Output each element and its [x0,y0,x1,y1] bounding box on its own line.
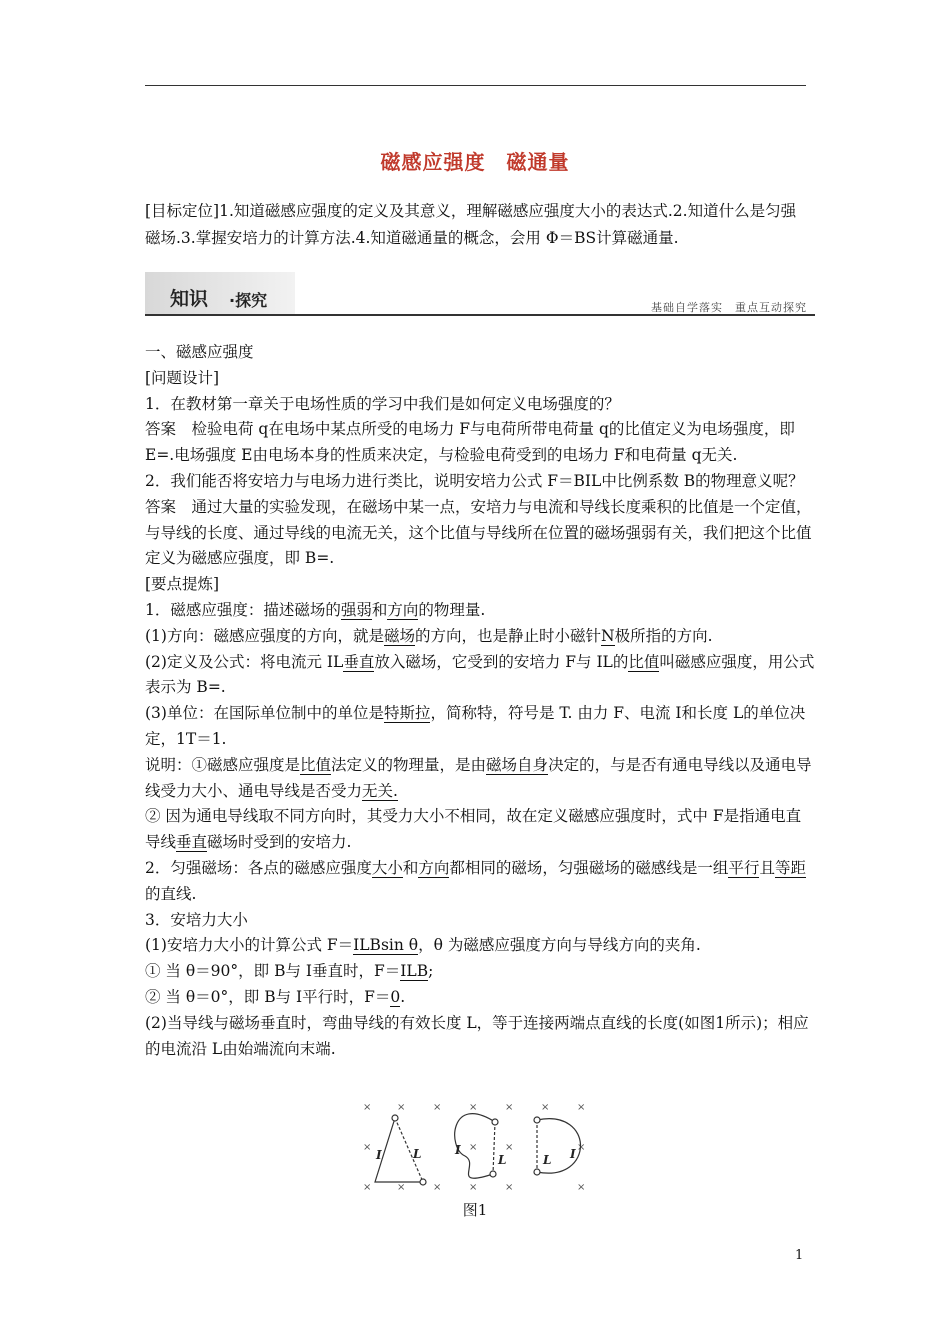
note-2: ② 因为通电导线取不同方向时，其受力大小不相同，故在定义磁感应强度时，式中 F是指通电直导线垂直磁场时受到的安培力. [145,807,802,852]
svg-text:×: × [577,1102,586,1113]
point-1-definition: (2)定义及公式：将电流元 IL垂直放入磁场，它受到的安培力 F与 IL的比值叫磁感应强度，用公式表示为 B=. [145,652,815,697]
point-3-case-a: ① 当 θ＝90°，即 B与 I垂直时，F＝ILB; [145,962,434,981]
svg-text:I: I [455,1143,461,1157]
svg-text:×: × [363,1142,372,1153]
svg-text:×: × [469,1142,478,1153]
figure-1-diagram [355,1098,595,1198]
point-1-direction: (1)方向：磁感应强度的方向，就是磁场的方向，也是静止时小磁针N极所指的方向. [145,626,713,645]
svg-text:L: L [413,1147,422,1161]
point-2: 2．匀强磁场：各点的磁感应强度大小和方向都相同的磁场，匀强磁场的磁感线是一组平行且等距的直线. [145,858,806,903]
svg-text:×: × [469,1182,478,1193]
svg-text:×: × [397,1182,406,1193]
svg-text:×: × [469,1102,478,1113]
banner-rule [145,314,815,316]
svg-text:×: × [577,1142,586,1153]
svg-text:I: I [570,1147,576,1161]
svg-text:×: × [433,1182,442,1193]
banner-box [145,272,295,314]
curved-dashed-L [493,1122,495,1174]
subsection-label: [问题设计] [145,368,220,387]
svg-text:I: I [376,1148,382,1162]
svg-text:×: × [505,1102,514,1113]
page-number: 1 [795,1248,804,1263]
point-3: 3．安培力大小 [145,910,248,929]
svg-text:×: × [397,1102,406,1113]
point-3-formula: (1)安培力大小的计算公式 F＝ILBsin θ，θ 为磁感应强度方向与导线方向的夹角. [145,936,701,955]
svg-text:L: L [543,1153,552,1167]
banner-main-text: 知识 [170,288,209,310]
svg-text:×: × [505,1142,514,1153]
section-banner [145,272,815,316]
point-3-effective-length: (2)当导线与磁场垂直时，弯曲导线的有效长度 L，等于连接两端点直线的长度(如图1所示)；相应的电流沿 L由始端流向末端. [145,1013,809,1058]
svg-text:×: × [433,1102,442,1113]
svg-text:×: × [363,1182,372,1193]
subsection-label: [要点提炼] [145,575,220,594]
svg-text:×: × [577,1182,586,1193]
banner-right-text: 基础自学落实 重点互动探究 [651,301,807,314]
learning-objectives: [目标定位]1.知道磁感应强度的定义及其意义，理解磁感应强度大小的表达式.2.知道什么是匀强磁场.3.掌握安培力的计算方法.4.知道磁通量的概念，会用 Φ＝BS计算磁通量. [145,202,797,247]
answer-2: 答案 通过大量的实验发现，在磁场中某一点，安培力与电流和导线长度乘积的比值是一个定值，与导线的长度、通过导线的电流无关，这个比值与导线所在位置的磁场强弱有关，我们把这个比值定义为磁感应强度，即 B=. [145,497,812,568]
question-2: 2．我们能否将安培力与电场力进行类比，说明安培力公式 F＝BIL中比例系数 B的物理意义呢？ [145,471,804,490]
question-1: 1．在教材第一章关于电场性质的学习中我们是如何定义电场强度的？ [145,394,620,413]
note-1: 说明：①磁感应强度是比值法定义的物理量，是由磁场自身决定的，与是否有通电导线以及通电导线受力大小、通电导线是否受力无关. [145,755,812,800]
banner-sub-text: ·探究 [229,291,268,310]
page-title: 磁感应强度 磁通量 [380,150,570,174]
figure-caption: 图1 [462,1201,488,1219]
point-3-case-b: ② 当 θ＝0°，即 B与 I平行时，F＝0. [145,987,406,1006]
section-heading: 一、磁感应强度 [145,343,254,361]
svg-text:×: × [505,1182,514,1193]
point-1-unit: (3)单位：在国际单位制中的单位是特斯拉，简称特，符号是 T. 由力 F、电流 I和长度 L的单位决定，1T＝1. [145,704,806,748]
svg-text:L: L [498,1153,507,1167]
point-1: 1．磁感应强度：描述磁场的强弱和方向的物理量. [145,600,486,619]
svg-text:×: × [363,1102,372,1113]
svg-text:×: × [541,1102,550,1113]
main-content [145,340,815,1062]
header-rule [145,85,806,86]
answer-1: 答案 检验电荷 q在电场中某点所受的电场力 F与电荷所带电荷量 q的比值定义为电场强度，即 E=.电场强度 E由电场本身的性质来决定，与检验电荷受到的电场力 F和电荷量 q无关. [145,420,795,465]
